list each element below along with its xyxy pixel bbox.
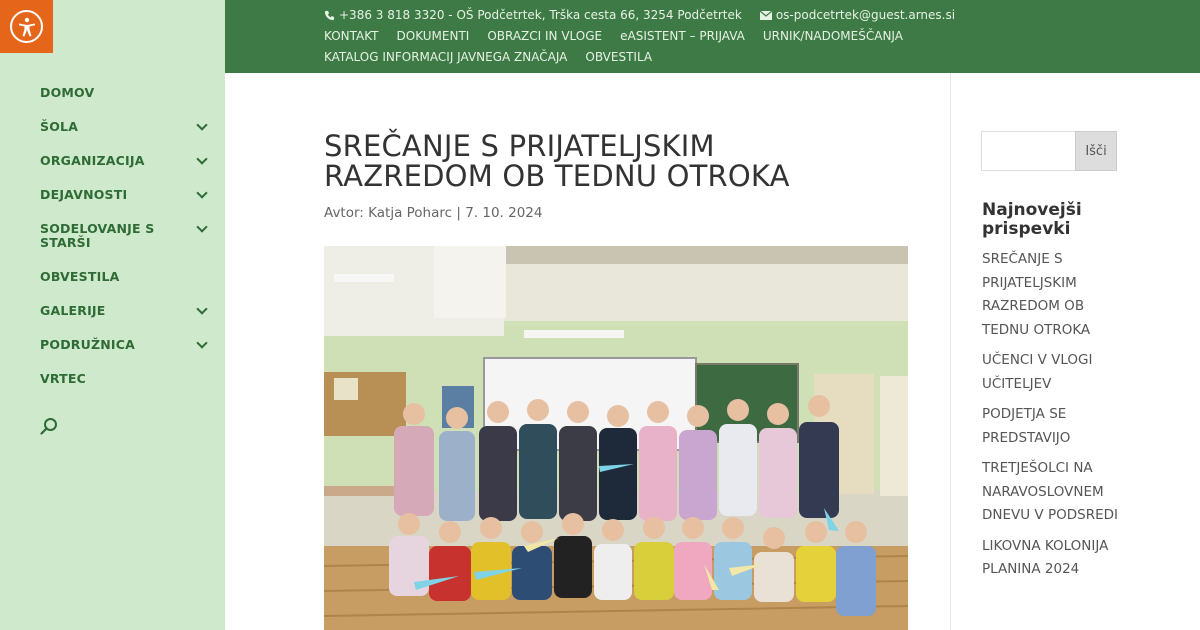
nav-label: GALERIJE bbox=[40, 303, 106, 318]
top-menu-obrazci[interactable]: OBRAZCI IN VLOGE bbox=[487, 29, 603, 43]
search-input[interactable] bbox=[981, 131, 1075, 171]
email-text: os-podcetrtek@guest.arnes.si bbox=[775, 8, 956, 22]
nav-item-organizacija[interactable] bbox=[40, 154, 210, 168]
nav-label: DOMOV bbox=[40, 85, 95, 100]
contact-info bbox=[324, 8, 955, 22]
nav-item-sodelovanje[interactable] bbox=[40, 222, 210, 250]
recent-post-link[interactable]: SREČANJE S PRIJATELJSKIM RAZREDOM OB TEDNU OTROKA bbox=[982, 251, 1091, 338]
nav-label: SODELOVANJE S STARŠI bbox=[40, 221, 155, 250]
envelope-icon bbox=[760, 11, 772, 20]
top-header bbox=[225, 0, 1200, 73]
nav-label: DEJAVNOSTI bbox=[40, 187, 128, 202]
left-sidebar bbox=[0, 0, 225, 630]
chevron-down-icon[interactable] bbox=[196, 119, 207, 130]
phone-address-text: +386 3 818 3320 - OŠ Podčetrtek, Trška cesta 66, 3254 Podčetrtek bbox=[339, 8, 742, 22]
nav-item-dejavnosti[interactable] bbox=[40, 188, 210, 202]
nav-item-sola[interactable] bbox=[40, 120, 210, 134]
recent-post-link[interactable]: PODJETJA SE PREDSTAVIJO bbox=[982, 406, 1071, 446]
top-menu-katalog[interactable]: KATALOG INFORMACIJ JAVNEGA ZNAČAJA bbox=[324, 50, 568, 64]
post-featured-image[interactable] bbox=[324, 246, 908, 630]
chevron-down-icon[interactable] bbox=[196, 187, 207, 198]
recent-post-link[interactable]: UČENCI V VLOGI UČITELJEV bbox=[982, 352, 1093, 392]
search-button[interactable]: Išči bbox=[1075, 131, 1117, 171]
top-menu-obvestila[interactable]: OBVESTILA bbox=[585, 50, 653, 64]
nav-item-domov[interactable] bbox=[40, 86, 210, 100]
search-icon[interactable] bbox=[40, 417, 58, 435]
phone-info bbox=[324, 8, 742, 22]
top-menu-row-1 bbox=[324, 29, 903, 43]
main-content bbox=[225, 73, 950, 630]
class-photo-illustration bbox=[324, 246, 908, 630]
top-menu-row-2 bbox=[324, 50, 652, 64]
chevron-down-icon[interactable] bbox=[196, 337, 207, 348]
phone-icon bbox=[324, 10, 335, 21]
top-menu-kontakt[interactable]: KONTAKT bbox=[324, 29, 379, 43]
top-menu-urnik[interactable]: URNIK/NADOMEŠČANJA bbox=[762, 29, 903, 43]
post-title: SREČANJE S PRIJATELJSKIM RAZREDOM OB TEDNU OTROKA bbox=[324, 129, 790, 193]
nav-item-obvestila[interactable] bbox=[40, 270, 210, 284]
top-menu-dokumenti[interactable]: DOKUMENTI bbox=[396, 29, 470, 43]
post-meta: Avtor: Katja Poharc | 7. 10. 2024 bbox=[324, 205, 543, 221]
chevron-down-icon[interactable] bbox=[196, 221, 207, 232]
nav-item-galerije[interactable] bbox=[40, 304, 210, 318]
nav-label: OBVESTILA bbox=[40, 269, 120, 284]
recent-posts-title: Najnovejši prispevki bbox=[982, 200, 1082, 239]
chevron-down-icon[interactable] bbox=[196, 303, 207, 314]
top-menu-easistent[interactable]: eASISTENT – PRIJAVA bbox=[620, 29, 745, 43]
nav-label: VRTEC bbox=[40, 371, 86, 386]
main-navigation bbox=[40, 86, 210, 406]
email-info[interactable] bbox=[760, 8, 955, 22]
nav-label: ORGANIZACIJA bbox=[40, 153, 145, 168]
nav-label: ŠOLA bbox=[40, 119, 79, 134]
recent-post-link[interactable]: TRETJEŠOLCI NA NARAVOSLOVNEM DNEVU V PODSREDI bbox=[982, 460, 1118, 523]
recent-posts-list bbox=[982, 248, 1127, 589]
nav-item-podruznica[interactable] bbox=[40, 338, 210, 352]
chevron-down-icon[interactable] bbox=[196, 153, 207, 164]
nav-label: PODRUŽNICA bbox=[40, 337, 135, 352]
accessibility-button[interactable] bbox=[0, 0, 53, 53]
recent-post-link[interactable]: LIKOVNA KOLONIJA PLANINA 2024 bbox=[982, 537, 1109, 577]
accessibility-icon bbox=[10, 10, 43, 43]
nav-item-vrtec[interactable] bbox=[40, 372, 210, 386]
content-divider bbox=[950, 73, 951, 630]
